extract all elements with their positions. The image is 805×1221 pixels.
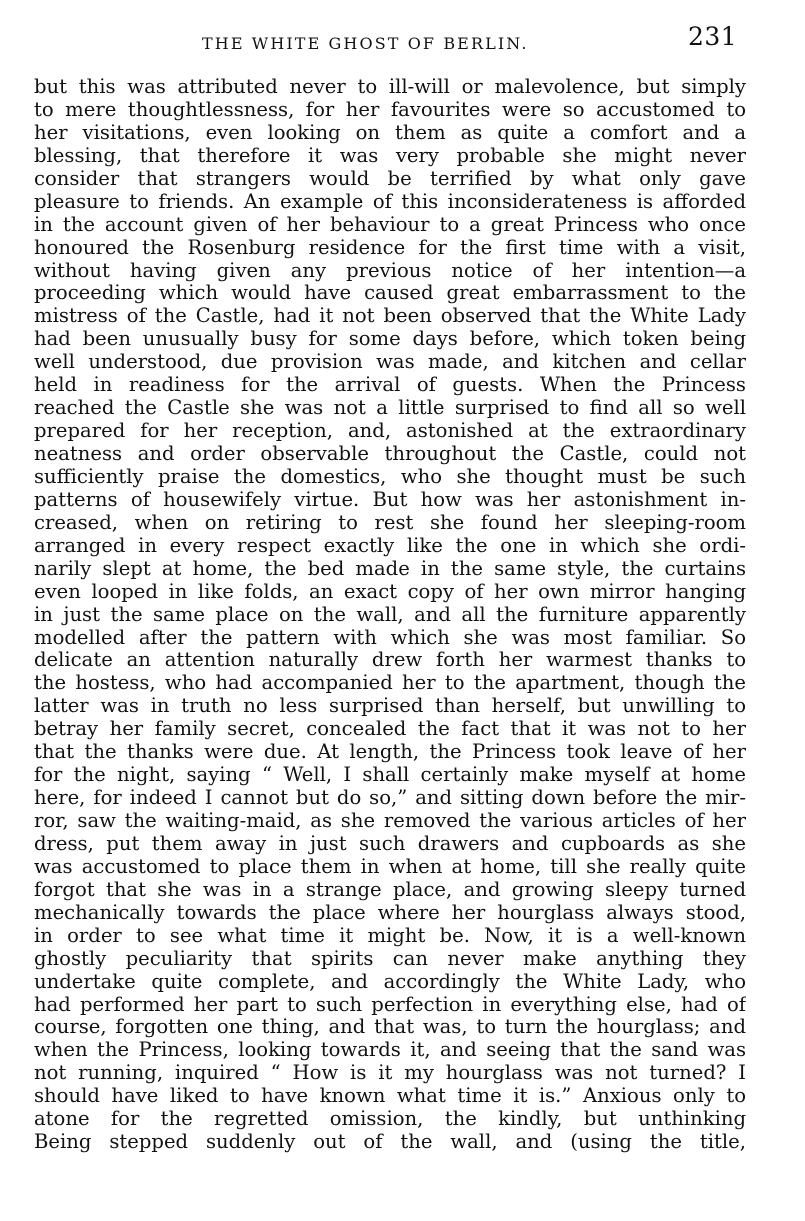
text-line: atone for the regretted omission, the kindly, but unthinking	[34, 1108, 746, 1131]
text-line: should have liked to have known what time it is.” Anxious only to	[34, 1085, 746, 1108]
text-line: betray her family secret, concealed the fact that it was not to her	[34, 718, 746, 741]
text-line: not running, inquired “ How is it my hourglass was not turned? I	[34, 1062, 746, 1085]
text-line: mechanically towards the place where her hourglass always stood,	[34, 901, 746, 924]
running-header	[0, 22, 805, 62]
text-line: in order to see what time it might be. Now, it is a well-known	[34, 924, 746, 947]
text-line: Being stepped suddenly out of the wall, and (using the title,	[34, 1131, 746, 1154]
text-line: without having given any previous notice of her intention—a	[34, 259, 746, 282]
text-line: latter was in truth no less surprised than herself, but unwilling to	[34, 695, 746, 718]
text-line: dress, put them away in just such drawers and cupboards as she	[34, 832, 746, 855]
text-line: well understood, due provision was made, and kitchen and cellar	[34, 351, 746, 374]
text-line: in just the same place on the wall, and all the furniture apparently	[34, 603, 746, 626]
text-line: blessing, that therefore it was very probable she might never	[34, 144, 746, 167]
text-line: patterns of housewifely virtue. But how was her astonishment in-	[34, 488, 746, 511]
text-line: neatness and order observable throughout the Castle, could not	[34, 443, 746, 465]
text-line: course, forgotten one thing, and that was, to turn the hourglass; and	[34, 1016, 746, 1039]
text-line: pleasure to friends. An example of this inconsiderateness is afforded	[34, 190, 746, 213]
text-line: here, for indeed I cannot but do so,” and sitting down before the mir-	[34, 787, 746, 810]
text-line: proceeding which would have caused great embarrassment to the	[34, 282, 746, 305]
text-line: that the thanks were due. At length, the Princess took leave of her	[34, 741, 746, 764]
text-line: forgot that she was in a strange place, and growing sleepy turned	[34, 878, 746, 901]
text-line: had been unusually busy for some days before, which token being	[34, 328, 746, 351]
text-line: undertake quite complete, and accordingly the White Lady, who	[34, 970, 746, 993]
text-line: reached the Castle she was not a little surprised to find all so well	[34, 397, 746, 420]
text-line: arranged in every respect exactly like the one in which she ordi-	[34, 534, 746, 557]
text-line: creased, when on retiring to rest she found her sleeping-room	[34, 511, 746, 534]
text-line: the hostess, who had accompanied her to the apartment, though the	[34, 672, 746, 695]
text-line: for the night, saying “ Well, I shall certainly make myself at home	[34, 764, 746, 787]
text-line: narily slept at home, the bed made in the same style, the curtains	[34, 557, 746, 580]
text-line: mistress of the Castle, had it not been observed that the White Lady	[34, 305, 746, 328]
text-line: consider that strangers would be terrified by what only gave	[34, 167, 746, 190]
body-text	[34, 76, 746, 1154]
text-line: ghostly peculiarity that spirits can never make anything they	[34, 947, 746, 970]
text-line: sufficiently praise the domestics, who she thought must be such	[34, 465, 746, 488]
running-title: THE WHITE GHOST OF BERLIN.	[202, 34, 529, 53]
text-line: delicate an attention naturally drew forth her warmest thanks to	[34, 649, 746, 672]
text-line: prepared for her reception, and, astonished at the extraordinary	[34, 420, 746, 443]
text-line: had performed her part to such perfection in everything else, had of	[34, 993, 746, 1016]
text-line: held in readiness for the arrival of guests. When the Princess	[34, 374, 746, 397]
text-line: was accustomed to place them in when at home, till she really quite	[34, 855, 746, 878]
text-line: even looped in like folds, an exact copy of her own mirror hanging	[34, 580, 746, 603]
text-line: when the Princess, looking towards it, and seeing that the sand was	[34, 1039, 746, 1062]
text-line: honoured the Rosenburg residence for the first time with a visit,	[34, 236, 746, 259]
text-line: her visitations, even looking on them as quite a comfort and a	[34, 121, 746, 144]
page-number: 231	[688, 22, 738, 51]
text-line: but this was attributed never to ill-will or malevolence, but simply	[34, 76, 746, 98]
text-line: ror, saw the waiting-maid, as she removed the various articles of her	[34, 810, 746, 832]
text-line: in the account given of her behaviour to a great Princess who once	[34, 213, 746, 236]
text-line: modelled after the pattern with which she was most familiar. So	[34, 626, 746, 649]
text-line: to mere thoughtlessness, for her favourites were so accustomed to	[34, 98, 746, 121]
